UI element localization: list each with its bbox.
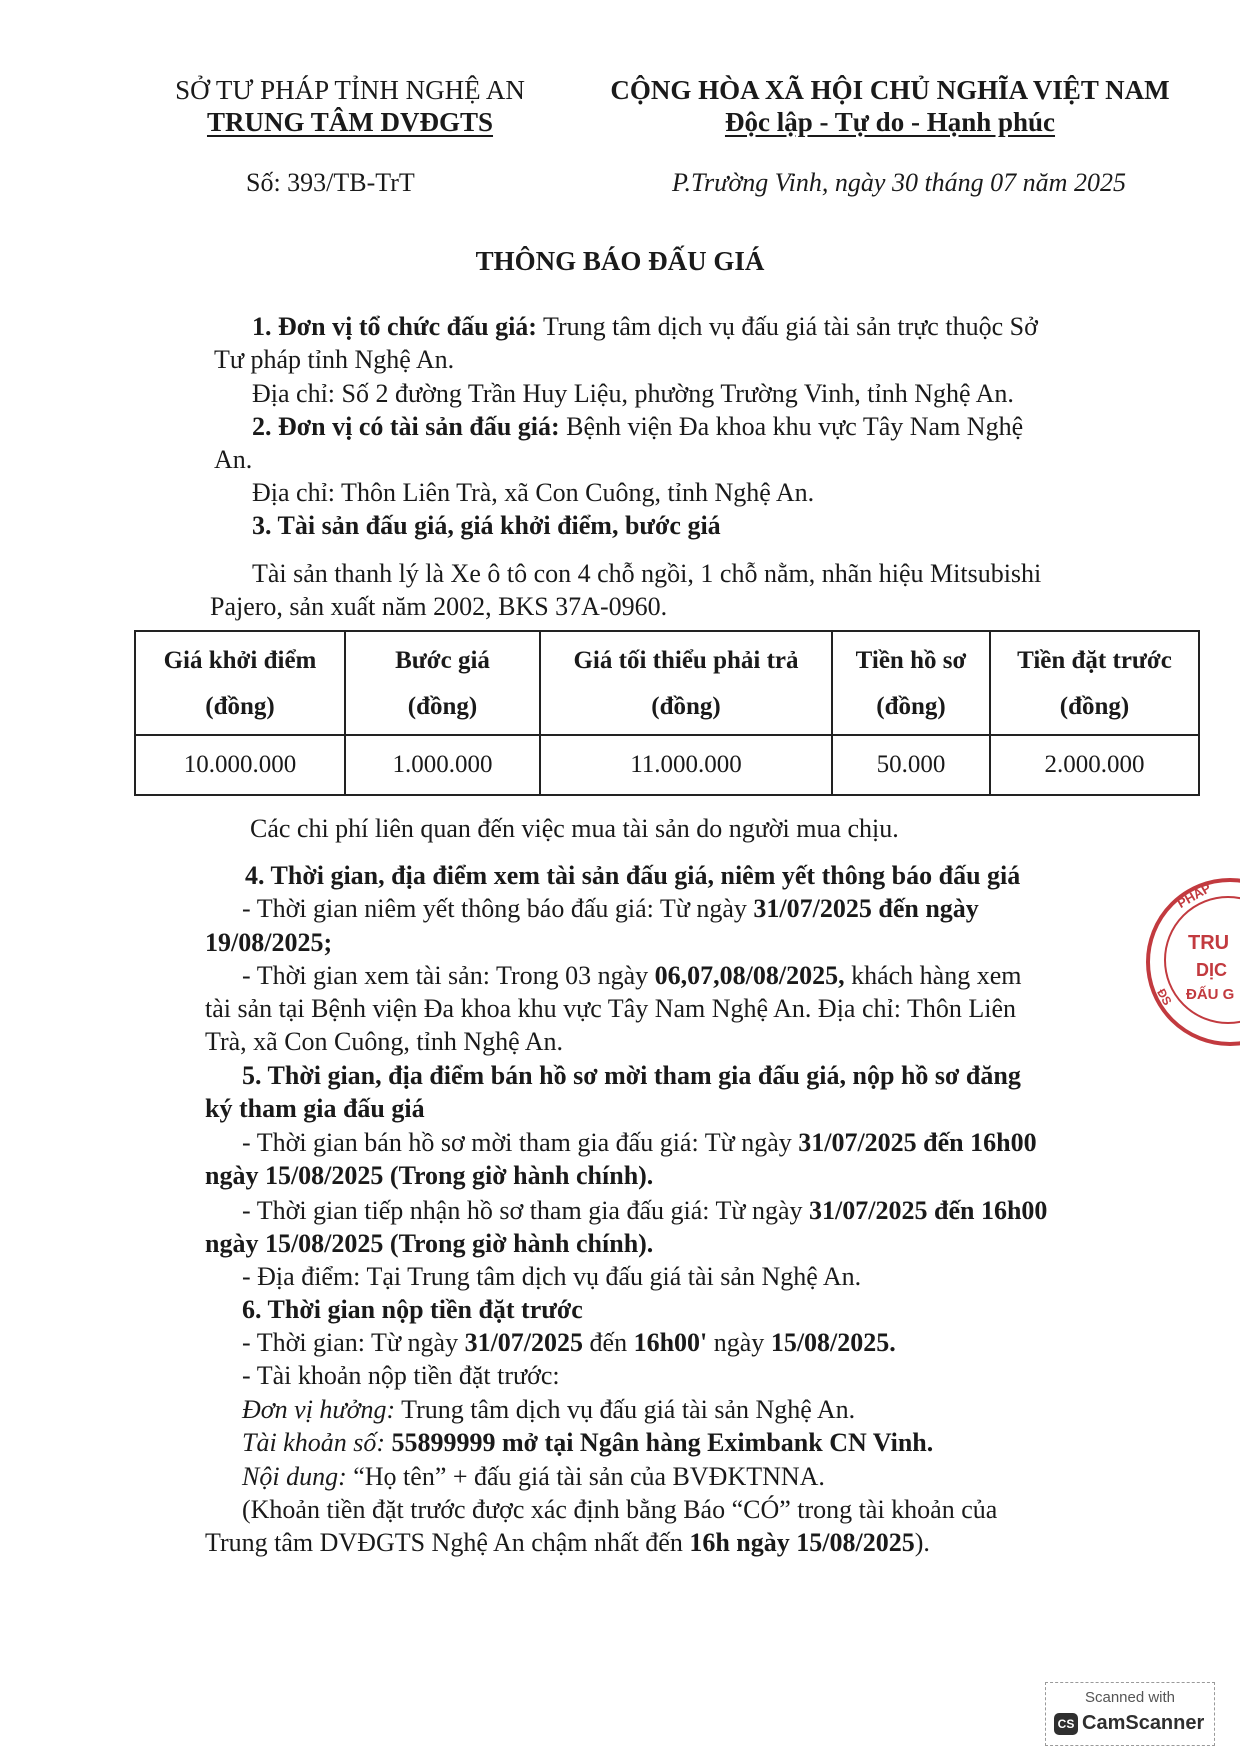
cell-deposit: 2.000.000: [1044, 751, 1145, 778]
viewing-location-continued: Trà, xã Con Cuông, tỉnh Nghệ An.: [205, 1027, 563, 1056]
asset-description: Tài sản thanh lý là Xe ô tô con 4 chỗ ngồi, 1 chỗ nằm, nhãn hiệu Mitsubishi: [252, 559, 1042, 588]
nation-motto: Độc lập - Tự do - Hạnh phúc: [724, 107, 1056, 137]
col-header-deposit: Tiền đặt trước (đồng): [991, 632, 1198, 736]
section-1-line: 1. Đơn vị tổ chức đấu giá: Trung tâm dịch vụ đấu giá tài sản trực thuộc Sở: [252, 312, 1038, 341]
issuer-center: TRUNG TÂM DVĐGTS: [206, 107, 494, 137]
section-1-address: Địa chỉ: Số 2 đường Trần Huy Liệu, phường Trường Vinh, tỉnh Nghệ An.: [252, 379, 1014, 408]
stamp-text-line1: TRU: [1188, 932, 1230, 954]
dossier-sale-period: - Thời gian bán hồ sơ mời tham gia đấu giá: Từ ngày 31/07/2025 đến 16h00: [242, 1128, 1037, 1157]
col-header-starting-price: Giá khởi điểm (đồng): [136, 632, 346, 736]
issuer-department: SỞ TƯ PHÁP TỈNH NGHỆ AN: [175, 75, 525, 105]
nation-name: CỘNG HÒA XÃ HỘI CHỦ NGHĨA VIỆT NAM: [610, 75, 1170, 105]
posting-period-end: 19/08/2025;: [205, 928, 333, 957]
deposit-note-continued: Trung tâm DVĐGTS Nghệ An chậm nhất đến 16h ngày 15/08/2025).: [205, 1528, 930, 1557]
cell-price-step: 1.000.000: [346, 736, 541, 794]
watermark-brand: CamScanner: [1082, 1712, 1205, 1734]
section-2-address: Địa chỉ: Thôn Liên Trà, xã Con Cuông, tỉnh Nghệ An.: [252, 478, 815, 507]
issuer-block: [150, 74, 550, 138]
col-header-file-fee: Tiền hồ sơ (đồng): [833, 632, 991, 736]
nation-motto-block: [585, 74, 1195, 138]
stamp-text-line2: DỊC: [1196, 960, 1227, 980]
section-5-heading: 5. Thời gian, địa điểm bán hồ sơ mời tham gia đấu giá, nộp hồ sơ đăng: [242, 1061, 1021, 1090]
section-4-heading: 4. Thời gian, địa điểm xem tài sản đấu giá, niêm yết thông báo đấu giá: [245, 861, 1021, 890]
cell-minimum-price: 11.000.000: [541, 736, 833, 794]
viewing-period: - Thời gian xem tài sản: Trong 03 ngày 06,07,08/08/2025, khách hàng xem: [242, 961, 1022, 990]
cell-starting-price: 10.000.000: [136, 736, 346, 794]
section-5-heading-continued: ký tham gia đấu giá: [205, 1094, 425, 1123]
cell-file-fee: 50.000: [833, 736, 991, 794]
dossier-receipt-deadline: ngày 15/08/2025 (Trong giờ hành chính).: [205, 1229, 654, 1258]
col-header-price-step: Bước giá (đồng): [346, 632, 541, 736]
dossier-location: - Địa điểm: Tại Trung tâm dịch vụ đấu giá tài sản Nghệ An.: [242, 1262, 862, 1291]
stamp-text-line3: ĐẤU G: [1186, 986, 1235, 1003]
section-3-heading: 3. Tài sản đấu giá, giá khởi điểm, bước giá: [252, 511, 721, 540]
section-2-line: 2. Đơn vị có tài sản đấu giá: Bệnh viện Đa khoa khu vực Tây Nam Nghệ: [252, 412, 1024, 441]
place-date: P.Trường Vinh, ngày 30 tháng 07 năm 2025: [672, 168, 1126, 197]
camscanner-logo-icon: CS: [1054, 1713, 1078, 1735]
document-title: THÔNG BÁO ĐẤU GIÁ: [475, 246, 765, 276]
stamp-text-top: PHÁP: [1174, 879, 1214, 912]
scanner-watermark: [1045, 1682, 1215, 1746]
watermark-caption: Scanned with: [1084, 1689, 1176, 1706]
transfer-content-line: Nội dung: “Họ tên” + đấu giá tài sản của BVĐKTNNA.: [242, 1462, 825, 1491]
section-6-heading: 6. Thời gian nộp tiền đặt trước: [242, 1295, 583, 1324]
account-number-line: Tài khoản số: 55899999 mở tại Ngân hàng Eximbank CN Vinh.: [242, 1428, 934, 1457]
price-table: [134, 630, 1200, 796]
doc-number: Số: 393/TB-TrT: [246, 168, 415, 197]
deposit-note: (Khoản tiền đặt trước được xác định bằng Báo “CÓ” trong tài khoản của: [242, 1495, 998, 1524]
dossier-sale-deadline: ngày 15/08/2025 (Trong giờ hành chính).: [205, 1161, 654, 1190]
beneficiary-line: Đơn vị hưởng: Trung tâm dịch vụ đấu giá tài sản Nghệ An.: [242, 1395, 856, 1424]
viewing-location: tài sản tại Bệnh viện Đa khoa khu vực Tây Nam Nghệ An. Địa chỉ: Thôn Liên: [205, 994, 1017, 1023]
deposit-account-intro: - Tài khoản nộp tiền đặt trước:: [242, 1361, 560, 1390]
costs-note: Các chi phí liên quan đến việc mua tài sản do người mua chịu.: [250, 814, 899, 843]
section-2-continued: An.: [214, 445, 253, 474]
col-header-minimum-price: Giá tối thiểu phải trả (đồng): [541, 632, 833, 736]
asset-description-continued: Pajero, sản xuất năm 2002, BKS 37A-0960.: [210, 592, 668, 621]
deposit-period: - Thời gian: Từ ngày 31/07/2025 đến 16h00' ngày 15/08/2025.: [242, 1328, 896, 1357]
section-1-continued: Tư pháp tỉnh Nghệ An.: [214, 345, 455, 374]
stamp-text-side: ĐS: [1154, 986, 1175, 1008]
posting-period: - Thời gian niêm yết thông báo đấu giá: Từ ngày 31/07/2025 đến ngày: [242, 894, 979, 923]
dossier-receipt-period: - Thời gian tiếp nhận hồ sơ tham gia đấu giá: Từ ngày 31/07/2025 đến 16h00: [242, 1196, 1048, 1225]
